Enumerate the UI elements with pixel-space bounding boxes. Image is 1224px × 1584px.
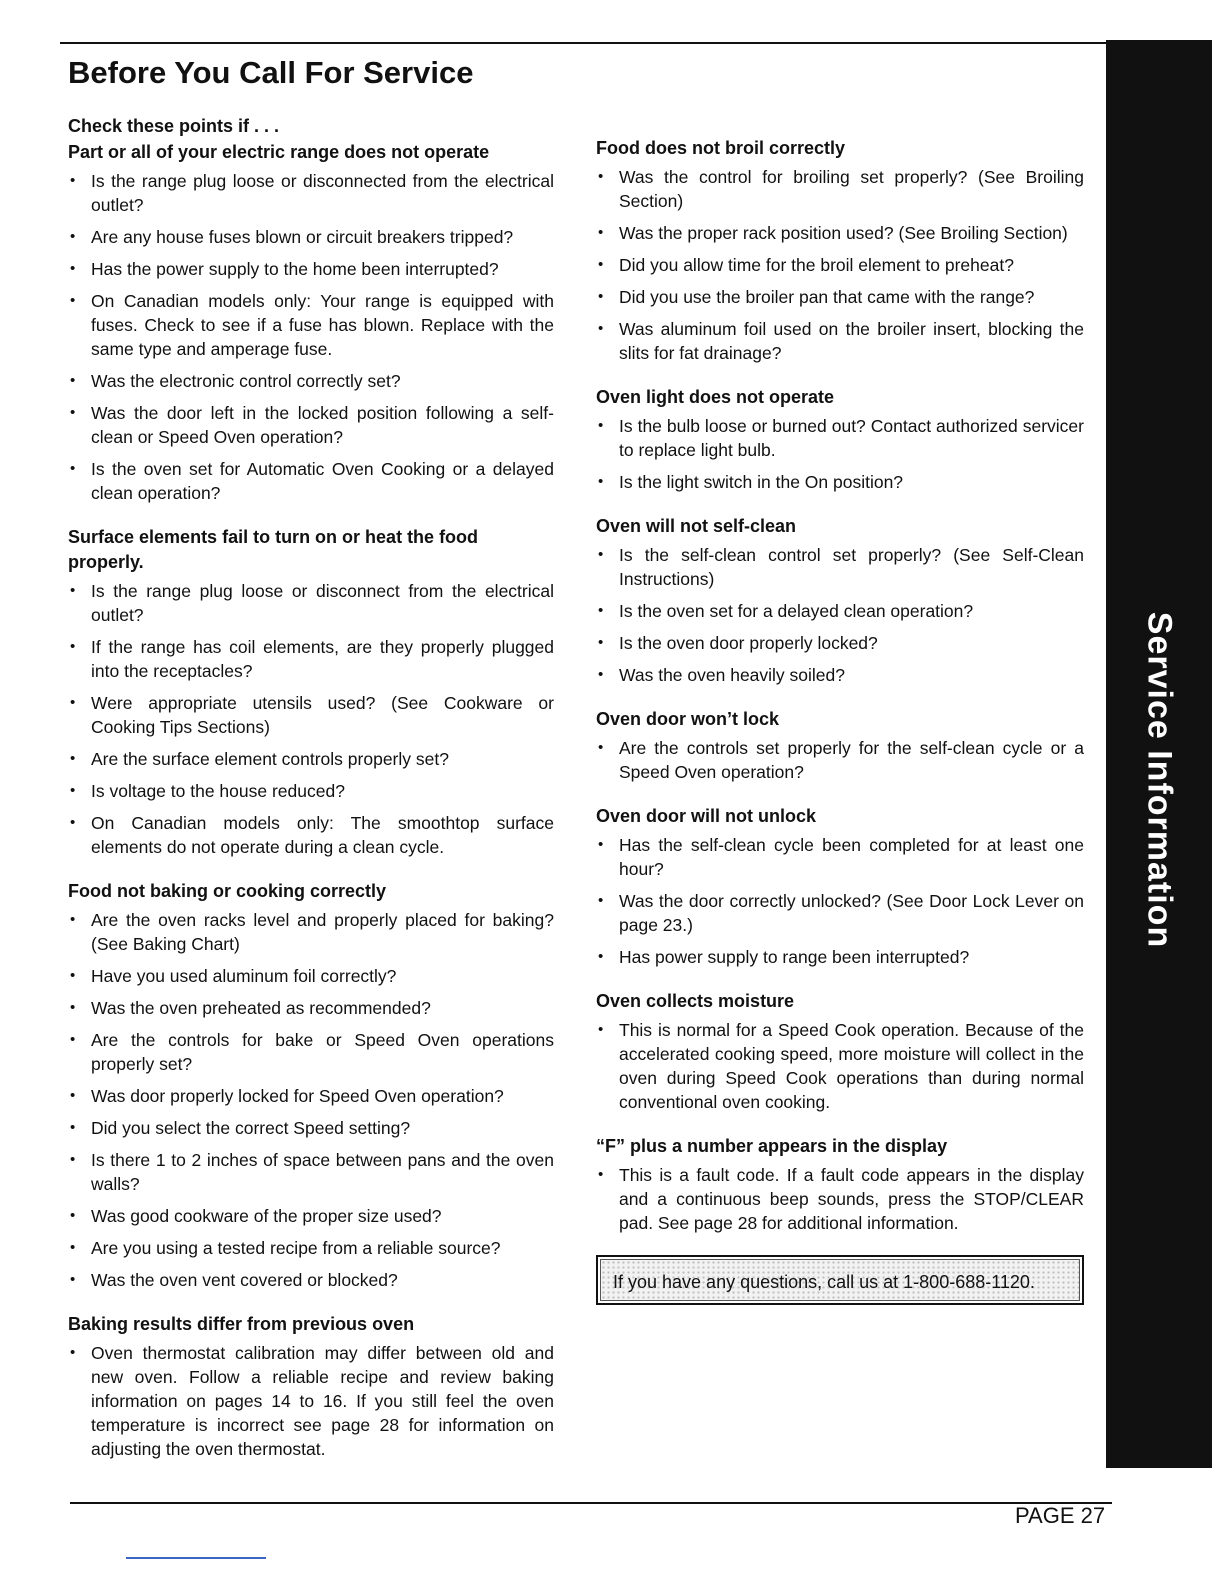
checklist-item: • Are the oven racks level and properly placed for baking? (See Baking Chart): [68, 908, 554, 956]
bottom-rule: [70, 1502, 1112, 1504]
troubleshooting-section: [596, 804, 1084, 969]
intro-text: Check these points if . . .: [68, 116, 280, 136]
troubleshooting-section: [596, 707, 1084, 784]
decorative-underline: [126, 1557, 266, 1559]
checklist-item: • On Canadian models only: Your range is equipped with fuses. Check to see if a fuse has blown. Replace with the same type and amperage fuse.: [68, 289, 554, 361]
checklist-item: • Is the oven door properly locked?: [596, 631, 1084, 655]
right-sections: [596, 136, 1084, 1235]
checklist-item: • This is normal for a Speed Cook operation. Because of the accelerated cooking speed, more moisture will collect in the oven during Speed Cook operations than during normal conventional oven cooking.: [596, 1018, 1084, 1114]
troubleshooting-section: [68, 140, 554, 505]
checklist: [596, 165, 1084, 365]
checklist-item: • Is the range plug loose or disconnected from the electrical outlet?: [68, 169, 554, 217]
checklist-item: • If the range has coil elements, are they properly plugged into the receptacles?: [68, 635, 554, 683]
right-column: [596, 136, 1084, 1305]
troubleshooting-section: [596, 514, 1084, 687]
checklist-item: • This is a fault code. If a fault code appears in the display and a continuous beep sounds, press the STOP/CLEAR pad. See page 28 for additional information.: [596, 1163, 1084, 1235]
checklist-item: • Are the surface element controls properly set?: [68, 747, 554, 771]
section-heading: Food not baking or cooking correctly: [68, 881, 387, 901]
top-rule: [60, 42, 1210, 44]
checklist-item: • Is there 1 to 2 inches of space between pans and the oven walls?: [68, 1148, 554, 1196]
checklist-item: • Were appropriate utensils used? (See Cookware or Cooking Tips Sections): [68, 691, 554, 739]
section-heading: Oven light does not operate: [596, 387, 835, 407]
checklist-item: • Was the control for broiling set properly? (See Broiling Section): [596, 165, 1084, 213]
checklist-item: • Was the proper rack position used? (See Broiling Section): [596, 221, 1084, 245]
checklist: [596, 414, 1084, 494]
checklist-item: • Have you used aluminum foil correctly?: [68, 964, 554, 988]
section-heading: Baking results differ from previous oven: [68, 1314, 415, 1334]
checklist: [596, 1163, 1084, 1235]
checklist-item: • Was the oven heavily soiled?: [596, 663, 1084, 687]
checklist: [596, 736, 1084, 784]
troubleshooting-section: [596, 1134, 1084, 1235]
checklist: [596, 543, 1084, 687]
checklist-item: • Has power supply to range been interrupted?: [596, 945, 1084, 969]
checklist-item: • Has the self-clean cycle been completed for at least one hour?: [596, 833, 1084, 881]
checklist-item: • Was good cookware of the proper size used?: [68, 1204, 554, 1228]
section-heading: Part or all of your electric range does not operate: [68, 142, 490, 162]
checklist-item: • Are any house fuses blown or circuit breakers tripped?: [68, 225, 554, 249]
troubleshooting-section: [596, 136, 1084, 365]
troubleshooting-section: [68, 1312, 554, 1461]
section-heading: Oven door will not unlock: [596, 806, 817, 826]
section-heading: Oven will not self-clean: [596, 516, 797, 536]
checklist-item: • Are the controls set properly for the self-clean cycle or a Speed Oven operation?: [596, 736, 1084, 784]
section-heading: Food does not broil correctly: [596, 138, 846, 158]
checklist-item: • Are you using a tested recipe from a reliable source?: [68, 1236, 554, 1260]
checklist-item: • Is the bulb loose or burned out? Contact authorized servicer to replace light bulb.: [596, 414, 1084, 462]
checklist-item: • Did you select the correct Speed setting?: [68, 1116, 554, 1140]
checklist-item: • Was door properly locked for Speed Oven operation?: [68, 1084, 554, 1108]
checklist: [68, 579, 554, 859]
left-sections: [68, 140, 554, 1461]
checklist-item: • Is voltage to the house reduced?: [68, 779, 554, 803]
checklist-item: • Are the controls for bake or Speed Oven operations properly set?: [68, 1028, 554, 1076]
checklist-item: • Was the oven vent covered or blocked?: [68, 1268, 554, 1292]
troubleshooting-section: [68, 525, 554, 859]
side-tab-label: Service Information: [1140, 611, 1179, 949]
checklist: [596, 833, 1084, 969]
checklist: [68, 169, 554, 505]
contact-callout: [596, 1255, 1084, 1305]
checklist-item: • Was the door correctly unlocked? (See Door Lock Lever on page 23.): [596, 889, 1084, 937]
checklist-item: • Was the electronic control correctly set?: [68, 369, 554, 393]
contact-callout-text: If you have any questions, call us at 1-800-688-1120.: [600, 1259, 1080, 1301]
troubleshooting-section: [596, 989, 1084, 1114]
section-heading: “F” plus a number appears in the display: [596, 1136, 948, 1156]
checklist-item: • Was the door left in the locked position following a self-clean or Speed Oven operation?: [68, 401, 554, 449]
checklist-item: • Did you allow time for the broil element to preheat?: [596, 253, 1084, 277]
checklist: [68, 908, 554, 1292]
section-heading: Oven collects moisture: [596, 991, 795, 1011]
troubleshooting-section: [68, 879, 554, 1292]
checklist-item: • Is the oven set for a delayed clean operation?: [596, 599, 1084, 623]
page-title: Before You Call For Service: [68, 55, 474, 90]
checklist-item: • Is the self-clean control set properly? (See Self-Clean Instructions): [596, 543, 1084, 591]
troubleshooting-section: [596, 385, 1084, 494]
section-heading: Oven door won’t lock: [596, 709, 780, 729]
checklist-item: • On Canadian models only: The smoothtop surface elements do not operate during a clean cycle.: [68, 811, 554, 859]
checklist-item: • Is the light switch in the On position?: [596, 470, 1084, 494]
checklist-item: • Is the range plug loose or disconnect from the electrical outlet?: [68, 579, 554, 627]
section-heading: Surface elements fail to turn on or heat the food properly.: [68, 527, 479, 572]
checklist-item: • Did you use the broiler pan that came with the range?: [596, 285, 1084, 309]
checklist-item: • Was aluminum foil used on the broiler insert, blocking the slits for fat drainage?: [596, 317, 1084, 365]
checklist: [68, 1341, 554, 1461]
checklist-item: • Is the oven set for Automatic Oven Cooking or a delayed clean operation?: [68, 457, 554, 505]
checklist-item: • Oven thermostat calibration may differ between old and new oven. Follow a reliable recipe and review baking information on pages 14 to 16. If you still feel the oven temperature is incorrect see page 28 for information on adjusting the oven thermostat.: [68, 1341, 554, 1461]
checklist-item: • Has the power supply to the home been interrupted?: [68, 257, 554, 281]
page-number: PAGE 27: [1015, 1503, 1106, 1528]
checklist-item: • Was the oven preheated as recommended?: [68, 996, 554, 1020]
left-column: [68, 114, 554, 1481]
checklist: [596, 1018, 1084, 1114]
